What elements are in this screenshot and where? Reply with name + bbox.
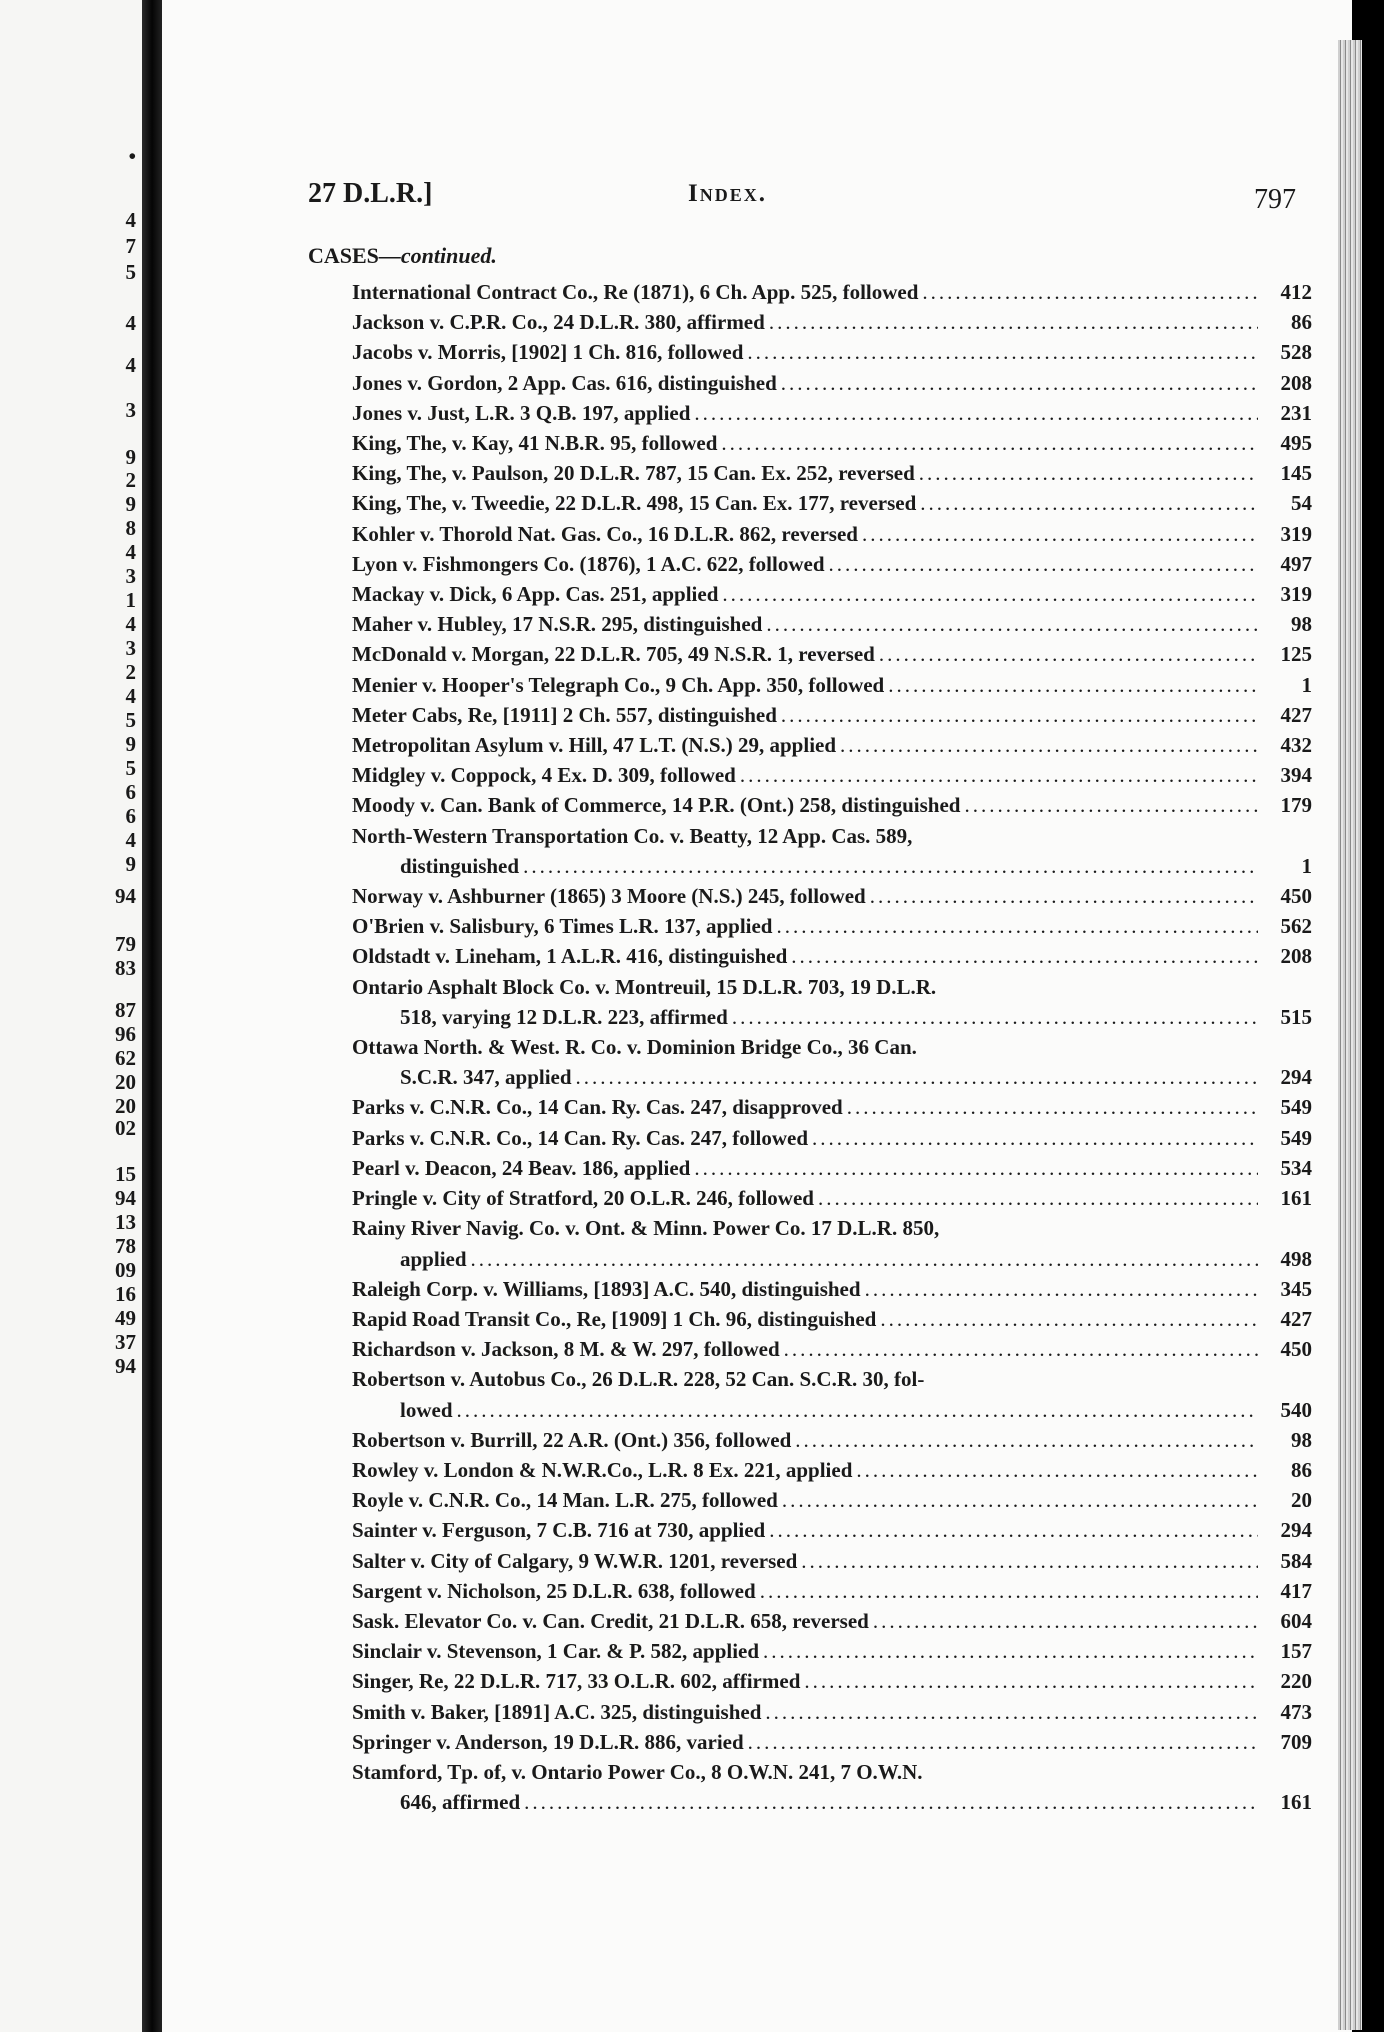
case-entry xyxy=(352,821,1312,881)
case-entry xyxy=(352,609,1312,639)
case-entry xyxy=(352,972,1312,1032)
case-page-number: 220 xyxy=(1280,1669,1312,1694)
case-entry xyxy=(352,458,1312,488)
facing-page-fragment: 3 xyxy=(125,398,136,422)
case-page-number: 179 xyxy=(1280,793,1312,818)
case-title: Parks v. C.N.R. Co., 14 Can. Ry. Cas. 247, followed xyxy=(352,1125,809,1150)
facing-page-fragment: 6 xyxy=(125,804,136,828)
page-stack-edge xyxy=(1338,40,1362,2030)
case-title: Kohler v. Thorold Nat. Gas. Co., 16 D.L.R. 862, reversed xyxy=(352,521,858,546)
facing-page-fragment: 4 xyxy=(125,828,136,852)
case-page-number: 161 xyxy=(1280,1790,1312,1815)
facing-page-fragment: 94 xyxy=(115,1354,136,1378)
case-entry xyxy=(352,670,1312,700)
dot-leader xyxy=(840,730,1258,760)
dot-leader xyxy=(873,1606,1258,1636)
case-page-number: 515 xyxy=(1280,1004,1312,1029)
facing-page-fragment: 4 xyxy=(125,612,136,636)
case-entry xyxy=(352,1666,1312,1696)
dot-leader xyxy=(457,1395,1259,1425)
case-title: Pearl v. Deacon, 24 Beav. 186, applied xyxy=(352,1155,691,1180)
dot-leader xyxy=(524,1787,1258,1817)
case-page-number: 540 xyxy=(1280,1397,1312,1422)
case-page-number: 473 xyxy=(1280,1699,1312,1724)
case-entry xyxy=(352,1274,1312,1304)
facing-page-fragment: 2 xyxy=(125,660,136,684)
dot-leader xyxy=(732,1002,1258,1032)
case-page-number: 1 xyxy=(1301,853,1312,878)
dot-leader xyxy=(781,700,1258,730)
case-title: King, The, v. Kay, 41 N.B.R. 95, followed xyxy=(352,431,718,456)
dot-leader xyxy=(964,790,1258,820)
facing-page-fragment: 5 xyxy=(125,756,136,780)
case-page-number: 427 xyxy=(1280,702,1312,727)
case-entry xyxy=(352,941,1312,971)
dot-leader xyxy=(919,458,1258,488)
facing-page-fragment: 5 xyxy=(125,708,136,732)
case-page-number: 604 xyxy=(1280,1608,1312,1633)
dot-leader xyxy=(847,1092,1258,1122)
case-entry xyxy=(352,1546,1312,1576)
case-entry xyxy=(352,1455,1312,1485)
case-entry xyxy=(352,790,1312,820)
case-entry xyxy=(352,1153,1312,1183)
book-gutter xyxy=(142,0,162,2032)
case-title: Maher v. Hubley, 17 N.S.R. 295, distinguished xyxy=(352,612,763,637)
case-entry xyxy=(352,1183,1312,1213)
facing-page-fragment: 4 xyxy=(125,208,136,232)
dot-leader xyxy=(879,639,1258,669)
page-title: Index. xyxy=(688,180,767,207)
case-page-number: 417 xyxy=(1280,1578,1312,1603)
case-page-number: 549 xyxy=(1280,1095,1312,1120)
case-entry xyxy=(352,1334,1312,1364)
case-page-number: 157 xyxy=(1280,1639,1312,1664)
case-title: Mackay v. Dick, 6 App. Cas. 251, applied xyxy=(352,582,719,607)
dot-leader xyxy=(862,519,1258,549)
facing-page-fragment: 15 xyxy=(115,1162,136,1186)
dot-leader xyxy=(769,1515,1258,1545)
facing-page-fragment: 4 xyxy=(125,311,136,335)
case-page-number: 549 xyxy=(1280,1125,1312,1150)
facing-page-fragment: 9 xyxy=(125,732,136,756)
dot-leader xyxy=(722,579,1258,609)
case-page-number: 319 xyxy=(1280,521,1312,546)
case-page-number: 528 xyxy=(1280,340,1312,365)
case-page-number: 231 xyxy=(1280,400,1312,425)
case-page-number: 498 xyxy=(1280,1246,1312,1271)
case-title: Rapid Road Transit Co., Re, [1909] 1 Ch. 96, distinguished xyxy=(352,1306,877,1331)
dot-leader xyxy=(801,1546,1258,1576)
case-page-number: 319 xyxy=(1280,582,1312,607)
dot-leader xyxy=(829,549,1258,579)
case-entry xyxy=(352,579,1312,609)
case-page-number: 497 xyxy=(1280,551,1312,576)
dot-leader xyxy=(856,1455,1258,1485)
facing-page-fragment: 2 xyxy=(125,468,136,492)
facing-page-fragment: 4 xyxy=(125,684,136,708)
dot-leader xyxy=(740,760,1258,790)
dot-leader xyxy=(694,1153,1258,1183)
case-entry xyxy=(352,1304,1312,1334)
case-entry xyxy=(352,1727,1312,1757)
facing-page-fragment: 94 xyxy=(115,884,136,908)
facing-page-mark: • xyxy=(128,144,136,168)
facing-page-fragment: 6 xyxy=(125,780,136,804)
facing-page-fragment: 9 xyxy=(125,445,136,469)
case-page-number: 98 xyxy=(1291,1427,1312,1452)
case-title-line: Stamford, Tp. of, v. Ontario Power Co., 8 O.W.N. 241, 7 O.W.N. xyxy=(352,1759,923,1784)
case-entry xyxy=(352,398,1312,428)
case-page-number: 161 xyxy=(1280,1186,1312,1211)
case-page-number: 534 xyxy=(1280,1155,1312,1180)
section-label: CASES xyxy=(308,243,379,268)
case-page-number: 20 xyxy=(1291,1488,1312,1513)
dot-leader xyxy=(888,670,1258,700)
case-title: Lyon v. Fishmongers Co. (1876), 1 A.C. 622, followed xyxy=(352,551,825,576)
facing-page-fragment: 9 xyxy=(125,492,136,516)
case-page-number: 412 xyxy=(1280,280,1312,304)
case-page-number: 709 xyxy=(1280,1729,1312,1754)
dot-leader xyxy=(471,1244,1258,1274)
facing-page-fragment: 96 xyxy=(115,1022,136,1046)
case-entry xyxy=(352,1576,1312,1606)
case-page-number: 208 xyxy=(1280,370,1312,395)
dot-leader xyxy=(818,1183,1258,1213)
facing-page-fragment: 83 xyxy=(115,956,136,980)
dot-leader xyxy=(784,1334,1258,1364)
case-page-number: 450 xyxy=(1280,1337,1312,1362)
dot-leader xyxy=(747,337,1258,367)
dot-leader xyxy=(795,1425,1258,1455)
dot-leader xyxy=(791,941,1258,971)
case-title: Midgley v. Coppock, 4 Ex. D. 309, followed xyxy=(352,763,736,788)
case-page-number: 294 xyxy=(1280,1518,1312,1543)
case-page-number: 562 xyxy=(1280,914,1312,939)
case-title: Singer, Re, 22 D.L.R. 717, 33 O.L.R. 602, affirmed xyxy=(352,1669,801,1694)
case-entry xyxy=(352,519,1312,549)
facing-page-fragment: 1 xyxy=(125,588,136,612)
case-title: Smith v. Baker, [1891] A.C. 325, distinguished xyxy=(352,1699,762,1724)
case-page-number: 294 xyxy=(1280,1065,1312,1090)
facing-page-fragment: 94 xyxy=(115,1186,136,1210)
case-title: Metropolitan Asylum v. Hill, 47 L.T. (N.S.) 29, applied xyxy=(352,733,837,758)
case-entry xyxy=(352,1606,1312,1636)
dot-leader xyxy=(721,428,1258,458)
case-entry xyxy=(352,307,1312,337)
dot-leader xyxy=(880,1304,1258,1334)
section-heading xyxy=(308,243,497,269)
dot-leader xyxy=(760,1576,1258,1606)
case-continuation: lowed xyxy=(400,1397,453,1422)
case-entry xyxy=(352,1364,1312,1424)
dot-leader xyxy=(922,277,1258,307)
case-entry xyxy=(352,368,1312,398)
dot-leader xyxy=(920,488,1258,518)
case-page-number: 1 xyxy=(1301,672,1312,697)
case-entry xyxy=(352,700,1312,730)
facing-page-fragment: 8 xyxy=(125,516,136,540)
case-page-number: 495 xyxy=(1280,431,1312,456)
case-title: King, The, v. Paulson, 20 D.L.R. 787, 15 Can. Ex. 252, reversed xyxy=(352,461,915,486)
case-title: International Contract Co., Re (1871), 6 Ch. App. 525, followed xyxy=(352,280,919,304)
index-page xyxy=(162,0,1352,2032)
case-page-number: 86 xyxy=(1291,310,1312,335)
case-title: Sinclair v. Stevenson, 1 Car. & P. 582, applied xyxy=(352,1639,760,1664)
case-title: Springer v. Anderson, 19 D.L.R. 886, varied xyxy=(352,1729,744,1754)
dot-leader xyxy=(865,1274,1258,1304)
facing-page-fragment: 87 xyxy=(115,998,136,1022)
case-title: Jackson v. C.P.R. Co., 24 D.L.R. 380, affirmed xyxy=(352,310,765,335)
case-entry xyxy=(352,1697,1312,1727)
case-list xyxy=(352,277,1312,1817)
case-title: Menier v. Hooper's Telegraph Co., 9 Ch. App. 350, followed xyxy=(352,672,885,697)
case-title: Royle v. C.N.R. Co., 14 Man. L.R. 275, followed xyxy=(352,1488,778,1513)
case-page-number: 98 xyxy=(1291,612,1312,637)
facing-page-fragment: 3 xyxy=(125,636,136,660)
dot-leader xyxy=(766,609,1258,639)
case-title: Jones v. Gordon, 2 App. Cas. 616, distinguished xyxy=(352,370,777,395)
case-page-number: 345 xyxy=(1280,1276,1312,1301)
facing-page-fragment: 16 xyxy=(115,1282,136,1306)
volume-label: 27 D.L.R.] xyxy=(308,178,433,209)
case-entry xyxy=(352,730,1312,760)
case-entry xyxy=(352,1123,1312,1153)
facing-page-fragment: 20 xyxy=(115,1094,136,1118)
case-page-number: 125 xyxy=(1280,642,1312,667)
facing-page-fragment: 20 xyxy=(115,1070,136,1094)
dot-leader xyxy=(748,1727,1258,1757)
section-suffix: —continued. xyxy=(378,243,497,268)
case-entry xyxy=(352,549,1312,579)
facing-page-fragment: 78 xyxy=(115,1234,136,1258)
dot-leader xyxy=(694,398,1258,428)
dot-leader xyxy=(812,1123,1258,1153)
case-entry xyxy=(352,639,1312,669)
case-entry xyxy=(352,881,1312,911)
dot-leader xyxy=(576,1062,1258,1092)
facing-page-fragment: 49 xyxy=(115,1306,136,1330)
case-title: McDonald v. Morgan, 22 D.L.R. 705, 49 N.S.R. 1, reversed xyxy=(352,642,875,667)
running-header xyxy=(308,178,1296,218)
case-page-number: 145 xyxy=(1280,461,1312,486)
case-entry xyxy=(352,1757,1312,1817)
case-continuation: S.C.R. 347, applied xyxy=(400,1065,572,1090)
case-page-number: 86 xyxy=(1291,1457,1312,1482)
case-page-number: 394 xyxy=(1280,763,1312,788)
case-title: Oldstadt v. Lineham, 1 A.L.R. 416, distinguished xyxy=(352,944,788,969)
facing-page-fragment: 02 xyxy=(115,1116,136,1140)
facing-page-fragment: 09 xyxy=(115,1258,136,1282)
case-entry xyxy=(352,488,1312,518)
case-page-number: 584 xyxy=(1280,1548,1312,1573)
case-entry xyxy=(352,277,1312,307)
case-continuation: distinguished xyxy=(400,853,520,878)
facing-page-fragment: 79 xyxy=(115,932,136,956)
page-number: 797 xyxy=(1254,184,1296,215)
facing-page xyxy=(0,0,142,2032)
case-page-number: 427 xyxy=(1280,1306,1312,1331)
case-title: Meter Cabs, Re, [1911] 2 Ch. 557, distinguished xyxy=(352,702,777,727)
facing-page-fragment: 3 xyxy=(125,564,136,588)
dot-leader xyxy=(781,368,1258,398)
case-title-line: North-Western Transportation Co. v. Beatty, 12 App. Cas. 589, xyxy=(352,823,913,848)
dot-leader xyxy=(776,911,1258,941)
case-title: Moody v. Can. Bank of Commerce, 14 P.R. (Ont.) 258, distinguished xyxy=(352,793,961,818)
facing-page-fragment: 13 xyxy=(115,1210,136,1234)
dot-leader xyxy=(765,1697,1258,1727)
case-title: Richardson v. Jackson, 8 M. & W. 297, followed xyxy=(352,1337,780,1362)
case-entry xyxy=(352,911,1312,941)
dot-leader xyxy=(870,881,1258,911)
case-title: Pringle v. City of Stratford, 20 O.L.R. 246, followed xyxy=(352,1186,814,1211)
case-continuation: applied xyxy=(400,1246,467,1271)
facing-page-fragment: 5 xyxy=(125,260,136,284)
case-title: O'Brien v. Salisbury, 6 Times L.R. 137, applied xyxy=(352,914,773,939)
dot-leader xyxy=(523,851,1258,881)
dot-leader xyxy=(769,307,1258,337)
case-entry xyxy=(352,1636,1312,1666)
case-title-line: Ontario Asphalt Block Co. v. Montreuil, 15 D.L.R. 703, 19 D.L.R. xyxy=(352,974,937,999)
case-title: Sargent v. Nicholson, 25 D.L.R. 638, followed xyxy=(352,1578,756,1603)
case-page-number: 54 xyxy=(1291,491,1312,516)
case-entry xyxy=(352,428,1312,458)
case-title-line: Robertson v. Autobus Co., 26 D.L.R. 228, 52 Can. S.C.R. 30, fol- xyxy=(352,1367,925,1392)
case-title: Robertson v. Burrill, 22 A.R. (Ont.) 356, followed xyxy=(352,1427,792,1452)
case-entry xyxy=(352,1515,1312,1545)
case-entry xyxy=(352,337,1312,367)
case-entry xyxy=(352,1213,1312,1273)
dot-leader xyxy=(804,1666,1258,1696)
case-continuation: 646, affirmed xyxy=(400,1790,521,1815)
facing-page-fragment: 4 xyxy=(125,353,136,377)
case-title: Norway v. Ashburner (1865) 3 Moore (N.S.) 245, followed xyxy=(352,884,866,909)
dot-leader xyxy=(782,1485,1258,1515)
case-title: Jones v. Just, L.R. 3 Q.B. 197, applied xyxy=(352,400,691,425)
case-title: Sainter v. Ferguson, 7 C.B. 716 at 730, applied xyxy=(352,1518,766,1543)
facing-page-fragment: 7 xyxy=(125,234,136,258)
case-title: Jacobs v. Morris, [1902] 1 Ch. 816, followed xyxy=(352,340,744,365)
case-entry xyxy=(352,1032,1312,1092)
case-entry xyxy=(352,1425,1312,1455)
case-title: Rowley v. London & N.W.R.Co., L.R. 8 Ex. 221, applied xyxy=(352,1457,853,1482)
case-entry xyxy=(352,1092,1312,1122)
facing-page-fragment: 4 xyxy=(125,540,136,564)
facing-page-fragment: 62 xyxy=(115,1046,136,1070)
case-page-number: 208 xyxy=(1280,944,1312,969)
case-title-line: Rainy River Navig. Co. v. Ont. & Minn. Power Co. 17 D.L.R. 850, xyxy=(352,1216,940,1241)
case-title-line: Ottawa North. & West. R. Co. v. Dominion Bridge Co., 36 Can. xyxy=(352,1035,917,1060)
case-page-number: 432 xyxy=(1280,733,1312,758)
dot-leader xyxy=(763,1636,1258,1666)
facing-page-fragment: 37 xyxy=(115,1330,136,1354)
case-title: Sask. Elevator Co. v. Can. Credit, 21 D.L.R. 658, reversed xyxy=(352,1608,869,1633)
case-title: King, The, v. Tweedie, 22 D.L.R. 498, 15 Can. Ex. 177, reversed xyxy=(352,491,917,516)
case-continuation: 518, varying 12 D.L.R. 223, affirmed xyxy=(400,1004,728,1029)
facing-page-fragment: 9 xyxy=(125,852,136,876)
case-page-number: 450 xyxy=(1280,884,1312,909)
case-title: Parks v. C.N.R. Co., 14 Can. Ry. Cas. 247, disapproved xyxy=(352,1095,843,1120)
case-entry xyxy=(352,1485,1312,1515)
case-title: Salter v. City of Calgary, 9 W.W.R. 1201, reversed xyxy=(352,1548,798,1573)
case-title: Raleigh Corp. v. Williams, [1893] A.C. 540, distinguished xyxy=(352,1276,861,1301)
case-entry xyxy=(352,760,1312,790)
